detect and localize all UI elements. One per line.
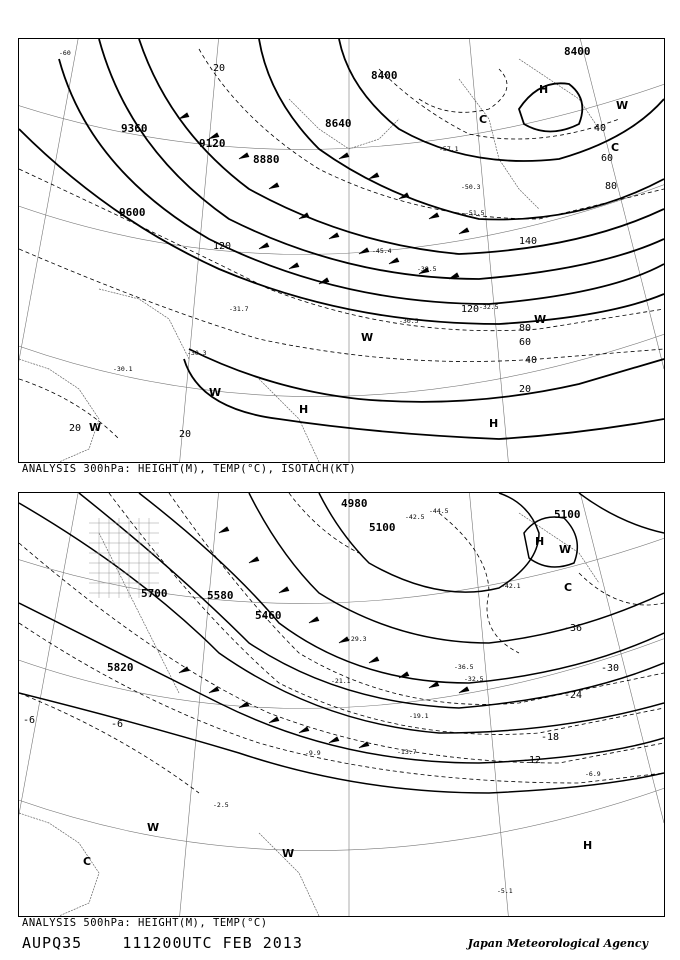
height-label: 9120 xyxy=(199,137,226,150)
isotherm-label: -6 xyxy=(23,715,36,726)
cold-center: C xyxy=(83,855,92,868)
warm-center: W xyxy=(209,386,222,399)
station-label: -36.5 xyxy=(454,663,474,671)
isotherm-label: -6 xyxy=(111,719,124,730)
temp-label: -30.1 xyxy=(113,365,133,373)
warm-center: W xyxy=(616,99,629,112)
isotherm-label: -12 xyxy=(523,755,542,766)
height-label: 8640 xyxy=(325,117,352,130)
temp-label: -30.5 xyxy=(399,317,419,325)
chart-time: 111200UTC FEB 2013 xyxy=(122,934,303,952)
high-center: H xyxy=(583,839,593,852)
chart-code xyxy=(22,934,303,952)
isotach-label: 40 xyxy=(594,123,607,134)
station-label: -5.1 xyxy=(497,887,513,895)
temp-label: -32.5 xyxy=(479,303,499,311)
coastlines xyxy=(19,59,599,462)
high-center: H xyxy=(539,83,549,96)
station-label: -6.9 xyxy=(585,770,601,778)
warm-center: W xyxy=(361,331,374,344)
isotherm-label: -30 xyxy=(601,663,620,674)
isotach-label: 40 xyxy=(525,355,538,366)
isotach-label: 140 xyxy=(519,236,538,247)
station-label: -19.1 xyxy=(409,712,429,720)
graticule xyxy=(19,39,664,462)
isotach-label: 20 xyxy=(519,384,532,395)
warm-center: W xyxy=(559,543,572,556)
station-label: -21.1 xyxy=(331,677,351,685)
isotach-label: 20 xyxy=(179,429,192,440)
height-label: 8400 xyxy=(371,69,398,82)
height-contours xyxy=(19,493,664,793)
height-label: 4980 xyxy=(341,497,368,510)
isotach-label: 20 xyxy=(213,63,226,74)
agency-name: Japan Meteorological Agency xyxy=(467,937,648,950)
station-label: -32.5 xyxy=(464,675,484,683)
cold-center: C xyxy=(611,141,620,154)
high-center: H xyxy=(299,403,309,416)
cold-center: C xyxy=(479,113,488,126)
height-label: 5700 xyxy=(141,587,168,600)
height-label: 9600 xyxy=(119,206,146,219)
height-label: 5820 xyxy=(107,661,134,674)
temp-label: -30.3 xyxy=(187,349,207,357)
isotach-label: 60 xyxy=(519,337,532,348)
isotach-label: 120 xyxy=(461,304,480,315)
graticule xyxy=(19,493,664,916)
map-panel-300hpa xyxy=(18,38,665,463)
isotherm-label: -18 xyxy=(541,732,560,743)
height-label: 5580 xyxy=(207,589,234,602)
warm-center: W xyxy=(147,821,160,834)
panel-300-caption: ANALYSIS 300hPa: HEIGHT(M), TEMP(°C), ISOTACH(KT) xyxy=(22,463,357,475)
height-label: 5100 xyxy=(369,521,396,534)
height-label: 5460 xyxy=(255,609,282,622)
warm-center: W xyxy=(89,421,102,434)
isotach-label: 80 xyxy=(519,323,532,334)
temp-label: -60 xyxy=(59,49,71,57)
chart-id: AUPQ35 xyxy=(22,934,83,952)
isotach-label: 60 xyxy=(601,153,614,164)
temp-label: -39.5 xyxy=(417,265,437,273)
temp-label: -31.7 xyxy=(229,305,249,313)
temp-label: -50.3 xyxy=(461,183,481,191)
high-center: H xyxy=(535,535,545,548)
isotach-label: 80 xyxy=(605,181,618,192)
height-label: 8400 xyxy=(564,45,591,58)
isotach-label: 120 xyxy=(213,241,232,252)
temp-label: -57.1 xyxy=(439,145,459,153)
coastlines xyxy=(19,513,599,916)
station-label: -9.9 xyxy=(305,749,321,757)
height-label: 9360 xyxy=(121,122,148,135)
height-label: 5100 xyxy=(554,508,581,521)
map-panel-500hpa xyxy=(18,492,665,917)
isotherm-label: -24 xyxy=(564,690,583,701)
map-500hpa-canvas xyxy=(19,493,664,916)
map-300hpa-canvas xyxy=(19,39,664,462)
station-label: -44.5 xyxy=(429,507,449,515)
station-label: -29.3 xyxy=(347,635,367,643)
cold-center: C xyxy=(564,581,573,594)
station-label: -42.5 xyxy=(405,513,425,521)
height-contours xyxy=(19,39,664,439)
isotach-label: 20 xyxy=(69,423,82,434)
temp-label: -45.4 xyxy=(372,247,392,255)
temp-label: -51.5 xyxy=(465,209,485,217)
panel-500-caption: ANALYSIS 500hPa: HEIGHT(M), TEMP(°C) xyxy=(22,917,268,929)
station-label: -13.7 xyxy=(397,748,417,756)
warm-center: W xyxy=(534,313,547,326)
warm-center: W xyxy=(282,847,295,860)
isotherm-contours xyxy=(19,49,664,439)
station-label: -42.1 xyxy=(501,582,521,590)
height-label: 8880 xyxy=(253,153,280,166)
isotherm-label: -36 xyxy=(564,623,583,634)
station-label: -2.5 xyxy=(213,801,229,809)
high-center: H xyxy=(489,417,499,430)
